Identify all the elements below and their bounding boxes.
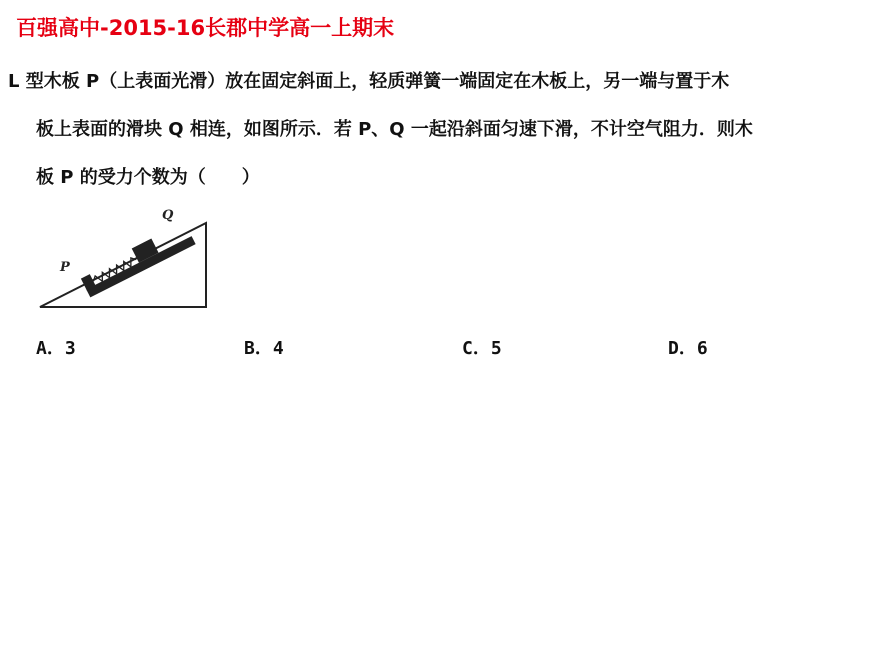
question-line-1: L 型木板 P（上表面光滑）放在固定斜面上，轻质弹簧一端固定在木板上，另一端与置于木	[8, 71, 730, 92]
answer-options	[36, 334, 796, 362]
option-d[interactable]: D．6	[668, 338, 708, 359]
label-p: P	[60, 260, 70, 275]
option-a[interactable]: A．3	[36, 338, 76, 359]
option-b[interactable]: B．4	[244, 338, 284, 359]
incline-diagram	[20, 205, 220, 315]
incline-figure	[20, 205, 220, 315]
question-text	[8, 58, 880, 202]
label-q: Q	[162, 208, 174, 223]
page-title: 百强高中-2015-16长郡中学高一上期末	[16, 16, 395, 40]
question-line-3: 板 P 的受力个数为（ ）	[36, 167, 260, 188]
question-line-2: 板上表面的滑块 Q 相连，如图所示．若 P、Q 一起沿斜面匀速下滑，不计空气阻力．则木	[36, 119, 753, 140]
option-c[interactable]: C．5	[462, 338, 502, 359]
